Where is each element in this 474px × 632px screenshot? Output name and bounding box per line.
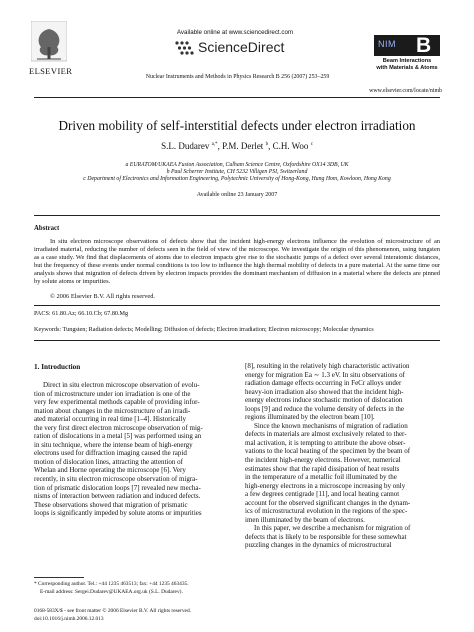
abstract-body: In situ electron microscope observations of defects show that the incident high-energy electrons influence the evolution of microstructure of an irradiated material, reducing the number of defects seen in the field of view of the microscope. We investigate the origin of this phenomenon, using tungsten as a case study. We find that displacements of atoms due to electron impacts give rise to the stochastic jumps of a defect over several interatomic distances, but the frequency of these events under normal conditions is too low to influence the high thermal mobility of defects in a pure material. At the same time our analysis shows that migration of defects driven by electron impacts provides the dominant mechanism of diffusion in a material where the defects are pinned by solute atoms or impurities. [34, 238, 440, 285]
abstract-bottom-rule [34, 305, 440, 306]
left-line: in situ technique, where the intense beam of high-energy [34, 440, 193, 449]
sciencedirect-wordmark: ScienceDirect [198, 39, 285, 55]
left-line: recently, in situ electron microscope observation of migra- [34, 475, 198, 484]
pacs-codes: PACS: 61.80.Az; 66.10.Cb; 67.80.Mg [34, 310, 129, 317]
journal-reference: Nuclear Instruments and Methods in Physics Research B 256 (2007) 253–259 [145, 74, 330, 80]
doi-line[interactable]: doi:10.1016/j.nimb.2006.12.013 [34, 616, 104, 622]
footnote-email: E-mail address: Sergei.Dudarev@UKAEA.org.uk (S.L. Dudarev). [40, 589, 183, 595]
nimb-letters: NIM [378, 39, 396, 49]
available-online-date: Available online 23 January 2007 [196, 192, 278, 198]
right-line: radiation damage effects occurring in FeCr alloys under [245, 379, 402, 388]
right-line: account for the observed significant changes in the dynam- [245, 498, 411, 507]
abstract-heading: Abstract [34, 225, 60, 232]
right-line: [8], resulting in the relatively high characteristic activation [245, 362, 410, 370]
right-line: in the temperature of a metallic foil illuminated by the [245, 473, 397, 482]
keywords: Keywords: Tungsten; Radiation defects; Modelling; Diffusion of defects; Electron irradiation; Electron microscopy; Molecular dynamics [34, 326, 374, 333]
right-line: heavy-ion irradiation also showed that the incident high- [245, 387, 404, 396]
section-heading-introduction: 1. Introduction [34, 363, 81, 371]
right-line: vations to the local heating of the specimen by the beam of [245, 447, 411, 456]
right-line: defects that is likely to be responsible for these somewhat [245, 532, 407, 541]
right-line: imen illuminated by the beam of electrons. [245, 515, 365, 524]
left-line: loops is significantly impeded by solute atoms or impurities [34, 509, 202, 518]
left-line: very few experimental methods capable of providing infor- [34, 398, 200, 407]
available-online-text: Available online at www.sciencedirect.com [176, 29, 294, 36]
right-line: energy electrons induce stochastic motion of dislocation [245, 396, 403, 405]
left-line: Direct in situ electron microscope observation of evolu- [43, 381, 200, 389]
right-line: In this paper, we describe a mechanism for migration of [254, 524, 411, 533]
right-line: Since the known mechanisms of migration of radiation [254, 421, 408, 430]
right-line: regions illuminated by the electron beam [10]. [245, 413, 375, 422]
left-line: These observations showed that migration of prismatic [34, 500, 188, 509]
sciencedirect-logo [174, 38, 304, 58]
nimb-title-line2: with Materials & Atoms [376, 65, 438, 71]
left-line: ration of dislocations in a metal [5] was performed using an [34, 432, 202, 441]
right-line: puzzling changes in the dynamics of microstructural [245, 541, 392, 550]
right-line: a few degrees centigrade [11], and local heating cannot [245, 490, 400, 499]
article-authors: S.L. Dudarev $^{a,*}$, P.M. Derlet $^b$, C.H. Woo $^c$ [161, 141, 313, 151]
left-line: tion of microstructure under ion irradiation is one of the [34, 389, 191, 398]
sciencedirect-dots-icon [174, 40, 196, 56]
journal-url[interactable]: www.elsevier.com/locate/nimb [369, 88, 442, 94]
right-column-text [245, 362, 441, 550]
left-line: the very first direct electron microscope observation of mig- [34, 423, 203, 432]
header-rule [34, 97, 440, 98]
abstract-text [34, 238, 440, 286]
nimb-big-letter: B [416, 34, 432, 57]
right-line: energy for migration Ea ∼ 1.3 eV. In situ observations of [245, 370, 405, 379]
keywords-rule [34, 340, 440, 341]
abstract-top-rule [34, 215, 440, 216]
issn-line: 0168-583X/$ - see front matter © 2006 Elsevier B.V. All rights reserved. [34, 608, 191, 614]
affiliation-a: a EURATOM/UKAEA Fusion Association, Culham Science Centre, Oxfordshire OX14 3DB, UK [125, 162, 349, 168]
left-line: electrons used for diffraction imaging caused the rapid [34, 449, 187, 458]
left-line: nisms of interaction between radiation and induced defects. [34, 492, 201, 501]
right-line: loops [9] and reduce the volume density of defects in the [245, 404, 405, 413]
left-column-text [34, 381, 231, 518]
left-line: motion of dislocation lines, attracting the attention of [34, 457, 183, 466]
nimb-logo [374, 35, 440, 87]
affiliation-c: c Department of Electronics and Information Engineering, Polytechnic University of Hong-Kong, Hung Hom, Kowloon, Hong Kong [83, 176, 391, 182]
article-title: Driven mobility of self-interstitial defects under electron irradiation [58, 118, 416, 133]
right-line: mal activation, it is tempting to attribute the above obser- [245, 438, 406, 447]
right-line: ics of microstructural evolution in the regions of the spec- [245, 507, 408, 516]
footnote-rule [34, 577, 84, 578]
elsevier-wordmark: ELSEVIER [29, 66, 73, 76]
left-line: Whelan and Horne operating the microscope [6]. Very [34, 466, 186, 475]
abstract-copyright: © 2006 Elsevier B.V. All rights reserved. [50, 293, 156, 300]
nimb-logo-block [374, 35, 440, 56]
affiliation-b: b Paul Scherrer Institute, CH 5232 Villigen PSI, Switzerland [166, 169, 308, 175]
left-line: mation about changes in the microstructure of an irradi- [34, 406, 191, 415]
nimb-title-line1: Beam Interactions [382, 58, 432, 64]
footnote-corresponding-author: * Corresponding author. Tel.: +44 1235 463513; fax: +44 1235 463435. [34, 581, 189, 587]
right-line: defects in materials are almost exclusively related to ther- [245, 430, 407, 439]
right-line: high-energy electrons in a microscope increasing by only [245, 481, 406, 490]
left-line: tion of prismatic dislocation loops [7] revealed new mecha- [34, 483, 201, 492]
right-line: estimates show that the rapid dissipation of heat results [245, 464, 400, 473]
right-line: the incident high-energy electrons. However, numerical [245, 456, 401, 465]
left-line: ated material occurring in real time [1–4]. Historically [34, 415, 186, 424]
